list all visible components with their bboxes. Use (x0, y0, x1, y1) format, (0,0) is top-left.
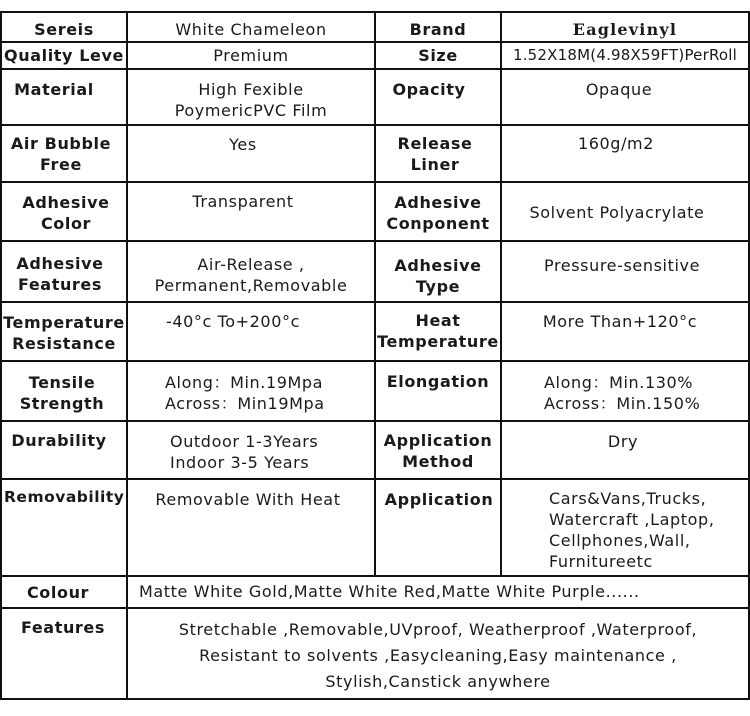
value-material-line: High Fexible (198, 80, 304, 99)
label-release-liner (376, 133, 494, 175)
label-line: Liner (410, 155, 460, 174)
value-line: Stylish,Canstick anywhere (325, 672, 551, 691)
value-adhesive-color: Transparent (192, 192, 294, 211)
label-material: Material (14, 80, 94, 99)
value-release-liner: 160g/m2 (577, 134, 655, 153)
label-removability: Removability (4, 488, 125, 506)
label-application-method (376, 430, 500, 472)
value-size: 1.52X18M(4.98X59FT)PerRoll (512, 46, 738, 64)
value-colour: Matte White Gold,Matte White Red,Matte White Purple...... (139, 582, 640, 601)
value-air-bubble: Yes (229, 135, 257, 154)
label-series: Sereis (34, 20, 94, 39)
value-line: Watercraft ,Laptop, (549, 510, 715, 529)
value-line: Across：Min.150% (544, 394, 701, 413)
value-adhesive-features (128, 254, 374, 296)
label-line: Adhesive (394, 256, 482, 275)
value-line: Outdoor 1-3Years (170, 432, 319, 451)
value-brand: Eaglevinyl (572, 20, 678, 39)
value-line: Permanent,Removable (154, 276, 348, 295)
label-temperature-resistance (2, 312, 126, 354)
label-line: Adhesive (394, 193, 482, 212)
label-tensile-strength (2, 372, 122, 414)
label-size: Size (418, 46, 458, 65)
label-adhesive-color (2, 192, 130, 234)
value-material (128, 79, 374, 121)
value-material-line: PoymericPVC Film (174, 101, 328, 120)
label-air-bubble (2, 133, 120, 175)
value-line: Across：Min19Mpa (165, 394, 325, 413)
value-features (128, 617, 748, 695)
label-heat-temperature (376, 310, 500, 352)
value-heat-temperature: More Than+120°c (542, 312, 698, 331)
label-opacity: Opacity (392, 80, 466, 99)
label-line: Method (402, 452, 474, 471)
label-quality: Quality Leve (4, 46, 124, 65)
value-removability: Removable With Heat (155, 490, 341, 509)
label-brand: Brand (409, 20, 467, 39)
label-durability: Durability (11, 431, 107, 450)
value-line: Indoor 3-5 Years (170, 453, 310, 472)
row-divider (0, 607, 750, 609)
value-elongation (544, 372, 700, 414)
label-application: Application (384, 490, 494, 509)
label-line: Adhesive (16, 254, 104, 273)
value-line: Air-Release , (197, 255, 305, 274)
value-line: Stretchable ,Removable,UVproof, Weatherproof ,Waterproof, (178, 620, 698, 639)
value-application (549, 488, 715, 572)
label-line: Tensile (28, 373, 96, 392)
label-line: Temperature (3, 313, 125, 332)
label-colour: Colour (26, 583, 90, 602)
value-quality: Premium (213, 46, 289, 65)
row-divider (0, 698, 750, 700)
label-line: Release (397, 134, 473, 153)
label-line: Features (17, 275, 103, 294)
value-tensile-strength (165, 372, 325, 414)
value-adhesive-type: Pressure-sensitive (543, 256, 701, 275)
value-line: Resistant to solvents ,Easycleaning,Easy maintenance , (199, 646, 677, 665)
label-line: Air Bubble (10, 134, 112, 153)
label-adhesive-type (376, 255, 500, 297)
value-adhesive-component: Solvent Polyacrylate (529, 203, 705, 222)
label-line: Application (383, 431, 493, 450)
label-elongation: Elongation (386, 372, 490, 391)
label-adhesive-features (2, 253, 118, 295)
value-line: Furnitureetc (549, 552, 653, 571)
value-series: White Chameleon (175, 20, 327, 39)
label-features: Features (20, 618, 106, 637)
label-line: Heat (415, 311, 461, 330)
label-line: Free (40, 155, 82, 174)
label-line: Type (415, 277, 461, 296)
value-line: Cellphones,Wall, (549, 531, 691, 550)
label-line: Strength (19, 394, 105, 413)
value-line: Along：Min.130% (544, 373, 694, 392)
value-application-method: Dry (607, 432, 639, 451)
label-line: Temperature (377, 332, 499, 351)
value-line: Cars&Vans,Trucks, (549, 489, 707, 508)
value-line: Along：Min.19Mpa (165, 373, 324, 392)
value-temperature-resistance: -40°c To+200°c (165, 312, 300, 331)
label-line: Color (40, 214, 92, 233)
label-line: Conponent (386, 214, 490, 233)
value-durability (170, 431, 318, 473)
label-line: Resistance (12, 334, 116, 353)
label-line: Adhesive (22, 193, 110, 212)
label-adhesive-component (376, 192, 500, 234)
value-opacity: Opaque (585, 80, 653, 99)
